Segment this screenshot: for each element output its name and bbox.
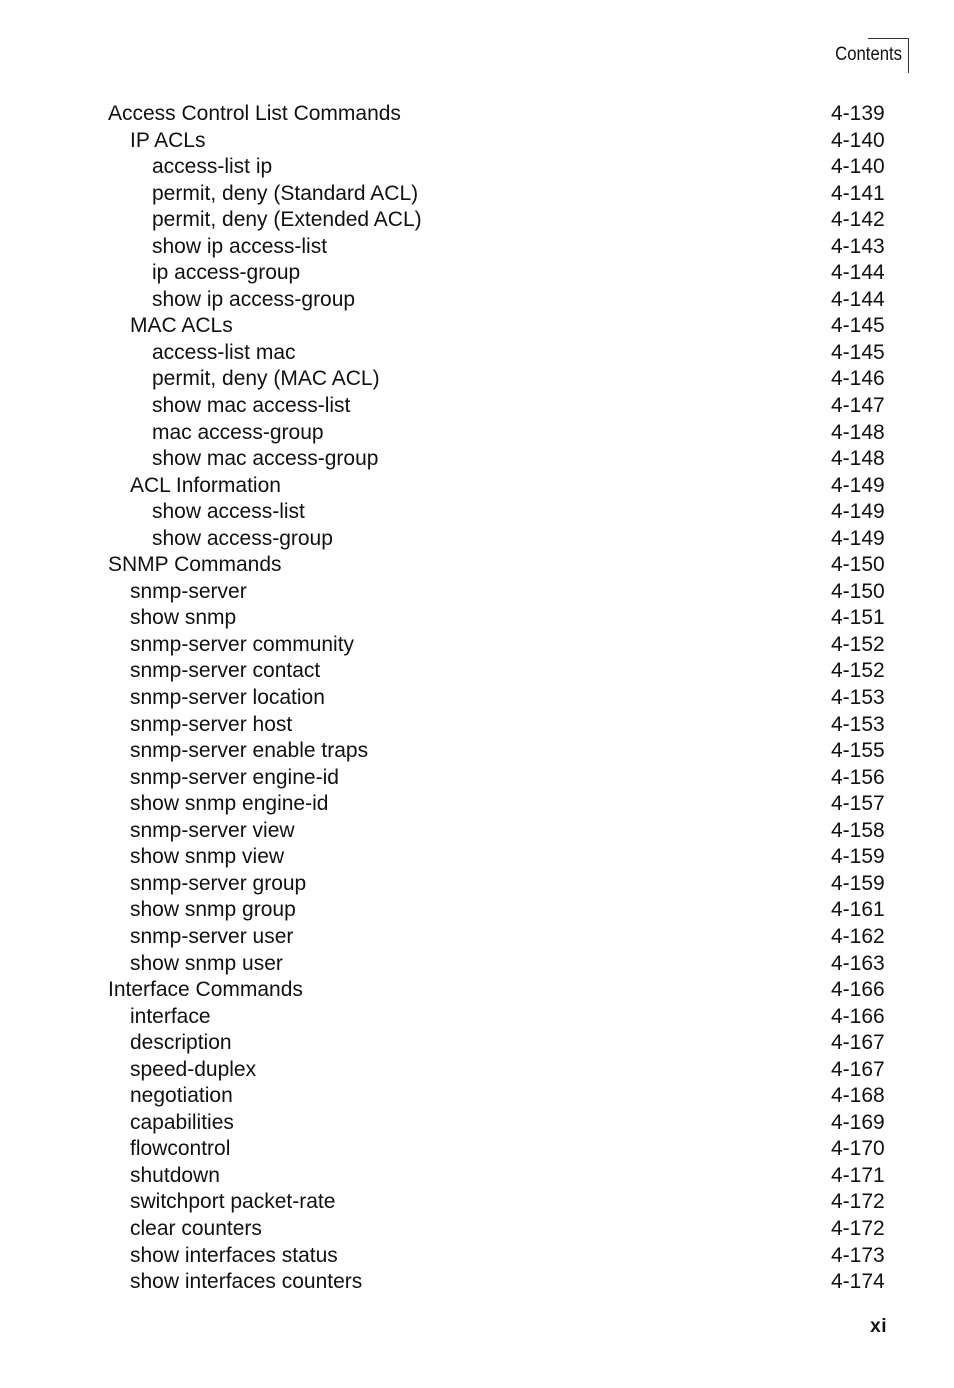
toc-entry-page: 4-144 — [831, 261, 885, 285]
toc-entry[interactable] — [0, 499, 954, 526]
toc-entry-title: show interfaces status — [130, 1243, 338, 1267]
toc-entry[interactable] — [0, 207, 954, 234]
toc-entry-page: 4-170 — [831, 1137, 885, 1161]
toc-entry-page: 4-167 — [831, 1057, 885, 1081]
toc-entry-page: 4-152 — [831, 659, 885, 683]
toc-entry[interactable] — [0, 154, 954, 181]
toc-entry[interactable] — [0, 101, 954, 128]
toc-entry-title: ip access-group — [152, 261, 301, 285]
toc-entry-title: snmp-server host — [130, 712, 293, 736]
toc-entry-title: show snmp user — [130, 951, 283, 975]
toc-entry[interactable] — [0, 818, 954, 845]
section-header: Contents — [835, 44, 902, 65]
toc-entry[interactable] — [0, 605, 954, 632]
toc-entry-title: switchport packet-rate — [130, 1190, 336, 1214]
toc-entry[interactable] — [0, 632, 954, 659]
toc-entry[interactable] — [0, 1269, 954, 1296]
toc-entry-page: 4-168 — [831, 1084, 885, 1108]
toc-entry[interactable] — [0, 951, 954, 978]
toc-entry-title: show mac access-group — [152, 447, 379, 471]
toc-entry-title: permit, deny (MAC ACL) — [152, 367, 380, 391]
toc-entry-page: 4-157 — [831, 792, 885, 816]
toc-entry[interactable] — [0, 526, 954, 553]
toc-entry[interactable] — [0, 1110, 954, 1137]
toc-entry-title: speed-duplex — [130, 1057, 257, 1081]
toc-entry-page: 4-166 — [831, 978, 885, 1002]
toc-entry-page: 4-140 — [831, 128, 885, 152]
toc-entry-title: snmp-server — [130, 579, 247, 603]
toc-entry-title: MAC ACLs — [130, 314, 233, 338]
toc-entry-title: show ip access-list — [152, 234, 328, 258]
toc-entry-page: 4-145 — [831, 314, 885, 338]
toc-entry-title: ACL Information — [130, 473, 281, 497]
toc-entry-page: 4-161 — [831, 898, 885, 922]
toc-entry-page: 4-144 — [831, 287, 885, 311]
toc-entry-page: 4-145 — [831, 340, 885, 364]
toc-entry[interactable] — [0, 420, 954, 447]
toc-entry-title: shutdown — [130, 1163, 220, 1187]
toc-entry[interactable] — [0, 1163, 954, 1190]
toc-entry[interactable] — [0, 260, 954, 287]
toc-entry[interactable] — [0, 1030, 954, 1057]
toc-entry-page: 4-155 — [831, 739, 885, 763]
toc-entry-title: show snmp group — [130, 898, 296, 922]
toc-entry-page: 4-167 — [831, 1031, 885, 1055]
toc-entry-title: show mac access-list — [152, 394, 351, 418]
table-of-contents — [0, 101, 954, 1296]
toc-entry[interactable] — [0, 738, 954, 765]
toc-entry[interactable] — [0, 1216, 954, 1243]
toc-entry-page: 4-153 — [831, 712, 885, 736]
toc-entry-page: 4-147 — [831, 394, 885, 418]
toc-entry-title: show access-list — [152, 500, 305, 524]
toc-entry-title: show interfaces counters — [130, 1270, 363, 1294]
toc-entry-page: 4-142 — [831, 208, 885, 232]
toc-entry-page: 4-151 — [831, 606, 885, 630]
toc-entry-title: access-list mac — [152, 340, 296, 364]
toc-entry-page: 4-148 — [831, 420, 885, 444]
toc-entry[interactable] — [0, 765, 954, 792]
toc-entry-title: snmp-server group — [130, 871, 307, 895]
toc-entry-page: 4-162 — [831, 924, 885, 948]
toc-entry-title: snmp-server community — [130, 632, 355, 656]
toc-entry-page: 4-174 — [831, 1270, 885, 1294]
toc-entry-title: flowcontrol — [130, 1137, 231, 1161]
toc-entry-title: Interface Commands — [108, 978, 303, 1002]
toc-entry-page: 4-171 — [831, 1163, 885, 1187]
toc-entry-page: 4-156 — [831, 765, 885, 789]
toc-entry[interactable] — [0, 871, 954, 898]
toc-entry-page: 4-172 — [831, 1190, 885, 1214]
toc-entry-page: 4-150 — [831, 553, 885, 577]
toc-entry-page: 4-159 — [831, 845, 885, 869]
toc-entry-title: interface — [130, 1004, 211, 1028]
toc-entry[interactable] — [0, 685, 954, 712]
toc-entry-page: 4-169 — [831, 1110, 885, 1134]
toc-entry[interactable] — [0, 1004, 954, 1031]
toc-entry[interactable] — [0, 844, 954, 871]
toc-entry-page: 4-149 — [831, 473, 885, 497]
toc-entry-title: clear counters — [130, 1216, 262, 1240]
toc-entry-page: 4-153 — [831, 686, 885, 710]
toc-entry-page: 4-163 — [831, 951, 885, 975]
toc-entry-title: snmp-server view — [130, 818, 295, 842]
toc-entry-title: access-list ip — [152, 155, 273, 179]
toc-entry[interactable] — [0, 1189, 954, 1216]
toc-entry-page: 4-140 — [831, 155, 885, 179]
toc-entry[interactable] — [0, 924, 954, 951]
toc-entry-title: capabilities — [130, 1110, 234, 1134]
toc-entry-title: show ip access-group — [152, 287, 356, 311]
toc-entry[interactable] — [0, 1243, 954, 1270]
toc-entry-page: 4-172 — [831, 1216, 885, 1240]
toc-entry-page: 4-158 — [831, 818, 885, 842]
toc-entry-page: 4-148 — [831, 447, 885, 471]
toc-entry[interactable] — [0, 313, 954, 340]
toc-entry[interactable] — [0, 552, 954, 579]
toc-entry[interactable] — [0, 234, 954, 261]
toc-entry[interactable] — [0, 579, 954, 606]
page-number: xi — [870, 1316, 887, 1337]
toc-entry[interactable] — [0, 366, 954, 393]
toc-entry[interactable] — [0, 473, 954, 500]
toc-entry-page: 4-143 — [831, 234, 885, 258]
toc-entry-title: SNMP Commands — [108, 553, 282, 577]
toc-entry-page: 4-152 — [831, 632, 885, 656]
toc-entry[interactable] — [0, 128, 954, 155]
toc-entry[interactable] — [0, 181, 954, 208]
toc-entry-title: negotiation — [130, 1084, 233, 1108]
toc-entry-page: 4-146 — [831, 367, 885, 391]
toc-entry[interactable] — [0, 393, 954, 420]
toc-entry[interactable] — [0, 658, 954, 685]
toc-entry[interactable] — [0, 340, 954, 367]
toc-entry-title: show snmp engine-id — [130, 792, 329, 816]
toc-entry-title: Access Control List Commands — [108, 102, 401, 125]
toc-entry-title: show snmp view — [130, 845, 285, 869]
toc-entry-page: 4-166 — [831, 1004, 885, 1028]
toc-entry[interactable] — [0, 712, 954, 739]
toc-entry-page: 4-141 — [831, 181, 885, 205]
toc-entry-title: IP ACLs — [130, 128, 206, 152]
toc-entry-title: permit, deny (Standard ACL) — [152, 181, 419, 205]
toc-entry-title: snmp-server enable traps — [130, 739, 369, 763]
toc-entry-title: description — [130, 1031, 232, 1055]
toc-entry[interactable] — [0, 1083, 954, 1110]
toc-entry[interactable] — [0, 1136, 954, 1163]
toc-entry-title: snmp-server user — [130, 924, 294, 948]
toc-entry-page: 4-150 — [831, 579, 885, 603]
toc-entry[interactable] — [0, 1057, 954, 1084]
toc-entry-title: permit, deny (Extended ACL) — [152, 208, 422, 232]
toc-entry-title: snmp-server engine-id — [130, 765, 339, 789]
toc-entry[interactable] — [0, 897, 954, 924]
toc-entry-title: snmp-server contact — [130, 659, 321, 683]
toc-entry-page: 4-173 — [831, 1243, 885, 1267]
toc-entry[interactable] — [0, 287, 954, 314]
toc-entry-page: 4-149 — [831, 500, 885, 524]
toc-entry-page: 4-149 — [831, 526, 885, 550]
toc-entry-title: show access-group — [152, 526, 333, 550]
toc-entry-title: show snmp — [130, 606, 237, 630]
toc-entry-title: mac access-group — [152, 420, 324, 444]
toc-entry[interactable] — [0, 446, 954, 473]
toc-entry-title: snmp-server location — [130, 686, 325, 710]
toc-entry[interactable] — [0, 977, 954, 1004]
toc-entry-page: 4-159 — [831, 871, 885, 895]
toc-entry[interactable] — [0, 791, 954, 818]
toc-entry-page: 4-139 — [831, 102, 885, 125]
